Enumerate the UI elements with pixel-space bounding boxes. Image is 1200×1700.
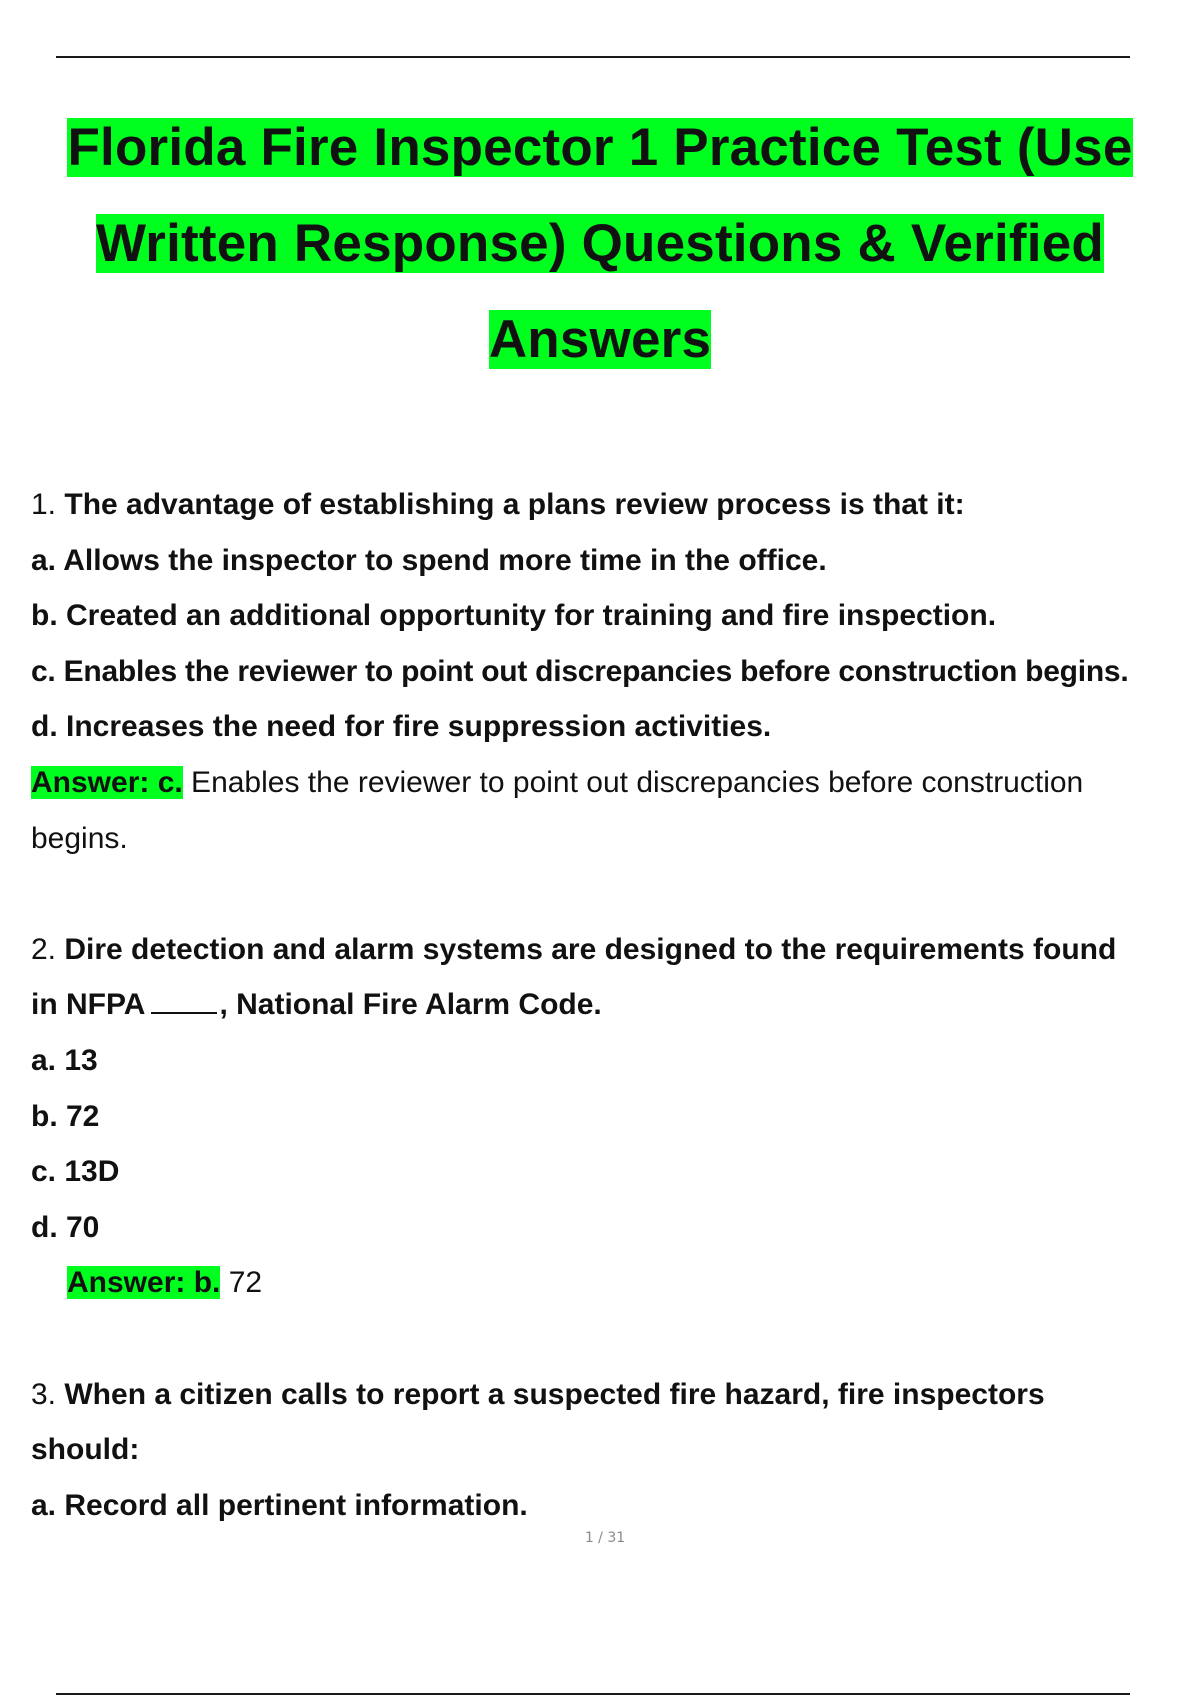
- question-1: [31, 477, 1191, 866]
- option-d: d. Increases the need for fire suppression activities.: [31, 710, 772, 744]
- answer-label: Answer: c.: [31, 765, 183, 799]
- question-stem: 1. The advantage of establishing a plans review process is that it:: [31, 488, 965, 521]
- question-stem-continued: in NFPA , National Fire Alarm Code.: [31, 988, 602, 1022]
- option-b: b. 72: [31, 1099, 100, 1133]
- question-stem: 3. When a citizen calls to report a suspected fire hazard, fire inspectors should:: [31, 1377, 1045, 1467]
- answer-text: Enables the reviewer to point out discrepancies before construction begins.: [31, 765, 1084, 855]
- answer-label: Answer: b.: [67, 1266, 221, 1300]
- title-line-1: Florida Fire Inspector 1 Practice Test (Use: [67, 118, 1133, 177]
- option-a: a. Allows the inspector to spend more time in the office.: [31, 543, 827, 577]
- fill-in-blank: [151, 992, 217, 1014]
- bottom-rule: [56, 1693, 1130, 1695]
- title-line-2: Written Response) Questions & Verified: [96, 214, 1104, 273]
- page-indicator: 1 / 31: [584, 1530, 626, 1546]
- question-2: [31, 922, 1191, 1311]
- answer-text: 72: [220, 1266, 263, 1300]
- answer: [31, 1255, 1191, 1311]
- title-line-3: Answers: [488, 310, 712, 369]
- top-rule: [56, 56, 1130, 58]
- option-a: a. Record all pertinent information.: [31, 1488, 528, 1522]
- option-b: b. Created an additional opportunity for training and fire inspection.: [31, 599, 997, 633]
- answer: [31, 755, 1111, 866]
- option-c: c. 13D: [31, 1155, 120, 1189]
- option-c: c. Enables the reviewer to point out discrepancies before construction begins.: [31, 654, 1129, 688]
- question-3: [31, 1367, 1191, 1534]
- document-title: [0, 100, 1200, 388]
- questions-content: [31, 477, 1191, 1533]
- option-d: d. 70: [31, 1210, 100, 1244]
- question-stem: 2. Dire detection and alarm systems are designed to the requirements found: [31, 932, 1117, 966]
- option-a: a. 13: [31, 1043, 98, 1077]
